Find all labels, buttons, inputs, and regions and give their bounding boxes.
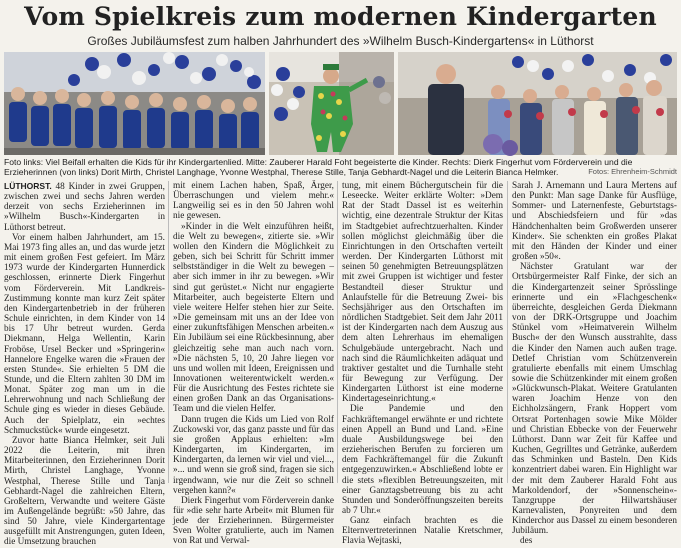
paragraph: Dierk Fingerhut vom Förderverein danke für »die sehr harte Arbeit« mit Blumen für jede der Erzieherinnen. Bürgermeister Sven Wolter gratulierte, auch im Namen von Rat und Verwal- [173,495,334,547]
photo-caption [4,157,677,177]
column-divider [507,181,508,483]
paragraph: des [520,536,533,547]
paragraph: Vor einem halben Jahrhundert, am 15. Mai 1973 fing alles an, und das wurde jetzt mit einem großen Fest gefeiert. Im März 1973 wurde der Kindergarten Hunnerdick geschlossen, erinnerte Dierk Fingerhut vom Förderverein. Mit Landkreis-Zustimmung konnte man kurz Zeit später den Kindergartenbetrieb in der früheren Schule einrichten, in dem Kinder von 14 bis 17 Uhr betreut wurden. Gerda Diekmann, Helga Wellentin, Karin Froböse, Ursel Becker und »Springerin« Hannelore Engelke waren die »Frauen der ersten Stunde«. Sie erhielten 5 DM die Stunde, und die Eltern zahlten 30 DM im Monat. Später zog man um in die Lehrerwohnung und nach Schließung der Schule ging es wieder in dieses Gebäude. Auch der Spielplatz, ein »echtes Schmuckstück« wurde eingesetzt. [4,232,165,436]
photo-magician [269,52,394,155]
paragraph: tung, mit einem Büchergutschein für die Leseecke. Weiter erklärte Wolter: »Dem Rat der Stadt Dassel ist es weiterhin wichtig, eine dezentrale Struktur der Kitas im Stadtgebiet aufrechtzuerhalten. Kinder sollen möglichst gleichmäßig über die Einrichtungen in den Ortschaften verteilt werden. Der Kindergarten Lüthorst mit seinen 50 genehmigten Betreuungsplätzen mit zwei Gruppen ist wichtiger und fester Bestandteil dieser Struktur und Anlaufstelle für die Betreuung Zwei- bis Sechsjähriger aus den Ortschaften im nördlichen Stadtgebiet. Seit dem Jahr 2011 ist der Kindergarten nach dem Auszug aus dem alten Lehrerhaus im ehemaligen Schulgebäude untergebracht. Nach und nach sind die Räumlichkeiten adäquat und traktiver gestaltet und die Turnhalle steht für Bewegung zur Verfügung. Der Kindergarten Lüthorst ist eine moderne Kindertageseinrichtung.« [342,181,503,405]
photo-credit: Fotos: Ehrenheim-Schmidt [588,167,677,176]
paragraph: Zuvor hatte Bianca Helmker, seit Juli 2022 die Leiterin, mit ihren Mitarbeiterinnen, den Erzieherinnen Dorit Mirth, Christel Langhage, Yvonne Westphal, Therese Stille und Tanja Gebhardt-Nagel die zahlreichen Eltern, Großeltern, Verwandte und weitere Gäste im Außengelände begrüßt: »50 Jahre, das sind 50 Jahre, viele Kindergartentage ausgefüllt mit Anstrengungen, guten Ideen, die Umsetzung brauchen [4,435,165,548]
paragraph-text: 48 Kinder in zwei Gruppen, zwischen zwei und sechs Jahren werden derzeit von sechs Erzieherinnen im »Wilhelm Busch«-Kindergarten in Lüthorst betreut. [4,182,165,233]
dateline: LÜTHORST. [4,181,52,191]
paragraph: mit einem Lachen haben, Spaß, Ärger, Überraschungen und vielem mehr.« Langweilig sei es in den 50 Jahren wohl nie gewesen. [173,181,334,222]
column-divider [168,181,169,483]
paragraph: Dann trugen die Kids um Lied von Rolf Zuckowski vor, das ganz passte und für das sie großen Applaus erhielten: »Im Kindergarten, im Kindergarten, im Kindergarten, da lernen wir viel und viel..., »... und wenn sie groß sind, fragen sie sich irgendwann, wie nur die Zeit so schnell vergehen kann?« [173,414,334,496]
article-column-2 [173,181,334,547]
paragraph: Ganz einfach brachten es die Elternvertreterinnen Natalie Kretschmer, Flavia Wejtaski, [342,516,503,547]
article-column-4 [512,181,677,547]
paragraph: Die Pandemie und den Fachkräftemangel erwähnte er und richtete einen Appell an Bund und Land. »Eine duale Ausbildungswege bei den erzieherischen Berufen zu forcieren um dem Fachkräftemangel für die Zukunft entgegenzuwirken.« Abschließend lobte er die stets »flexiblen Betreuungszeiten, mit einer Ganztagsbetreuung bis zu acht Stunden und Sonderöffnungszeiten bereits ab 7 Uhr.« [342,404,503,516]
article-column-3 [342,181,503,547]
subheadline: Großes Jubiläumsfest zum halben Jahrhundert des »Wilhelm Busch-Kindergartens« in Lüthorst [87,34,594,48]
photo-educators [398,52,677,155]
photo-magician-image [269,52,394,155]
photo-children-singing [4,52,265,155]
paragraph: »Kinder in die Welt einzuführen heißt, die Welt zu bewegen«, zitierte sie. »Wir wollen den Kindern die Möglichkeit zu geben, sich bei Schritt für Schritt immer selbstständiger in die Welt zu bewegen – aber sich immer in ihr zu bewegen. »Wir sind gut gerüstet.« Nicht nur engagierte Mitarbeiter, auch begeisterte Eltern und viele weitere Helfer stehen hier zur Seite. »Die gemeinsam mit uns an der Idee von einer zukunftsfähigen Menschen arbeiten.« Ein Jubiläum sei eine Rückbesinnung, aber gleichzeitig sehe man auch nach vorn. »Die nächsten 5, 10, 20 Jahre liegen vor uns und wollen mit Ideen, Ereignissen und Innovationen weiterentwickelt werden.« Für die Ausrichtung des Festes richtete sie einen großen Dank an das Organisations-Team und die vielen Helfer. [173,221,334,415]
paragraph: Sarah J. Arnemann und Laura Mertens auf den Punkt: Man sage Danke für Ausflüge, Sommer- und Laternenfeste, Geburtstags- und Abschiedsfeiern und für »das Händchenhalten beim Großwerden unserer Kinder«. Sie schenkten ein großes Plakat mit den Händen der Kinder und einer großen »50«. [512,181,677,263]
paragraph: Nächster Gratulant war der Ortsbürgermeister Ralf Finke, der sich an die Kindergartenzeit seiner Sprösslinge erinnerte und ein »Flachgeschenk« überreichte, desgleichen Gerda Diekmann von der DRK-Ortsgruppe und Joachim Stünkel vom »Heimatverein Wilhelm Busch« der den Wunsch ausstrahlte, dass die Kinder den Namen auch außen trage. Detlef Christian vom Schützenverein gratulierte ebenfalls mit einem Umschlag sowie die Schützenkinder mit einem großen »Glückwunsch-Plakat. Weitere Gratulanten waren Joachim Henze von den Eichholzsängern, Frank Hoppert vom Ortsrat Portenhagen sowie Mike Mölder und Christian Ebbecke von der Feuerwehr Lüthorst. Dann war Zeit für Kaffee und Kuchen, Gegrilltes und Getränke, außerdem das Schminken und Basteln. Den Kids konzentriert dabei waren. Ein Highlight war der mit dem Zauberer Harald Foht aus Markoldendorf, der »Sonnenschein«-Tanzgruppe der Hilwartshäuser Karnevalisten, Ponyreiten und dem Kinderchor aus Dassel zu einem besonderen Jubiläum. [512,262,677,537]
paragraph [4,181,165,233]
caption-text: Foto links: Viel Beifall erhalten die Kids für ihr Kindergartenlied. Mitte: Zauberer Harald Foht begeisterte die Kinder. Rechts: Dierk Fingerhut vom Förderverein und die Erzieherinnen (von links) Dorit Mirth, Christel Langhage, Yvonne Westphal, Therese Stille, Tanja Gebhardt-Nagel und die Leiterin Bianca Helmker. [4,157,633,177]
column-divider [337,181,338,483]
article-column-1 [4,181,165,548]
photo-children-singing-image [4,52,265,155]
headline: Vom Spielkreis zum modernen Kindergarten [24,2,657,31]
photo-educators-image [398,52,677,155]
